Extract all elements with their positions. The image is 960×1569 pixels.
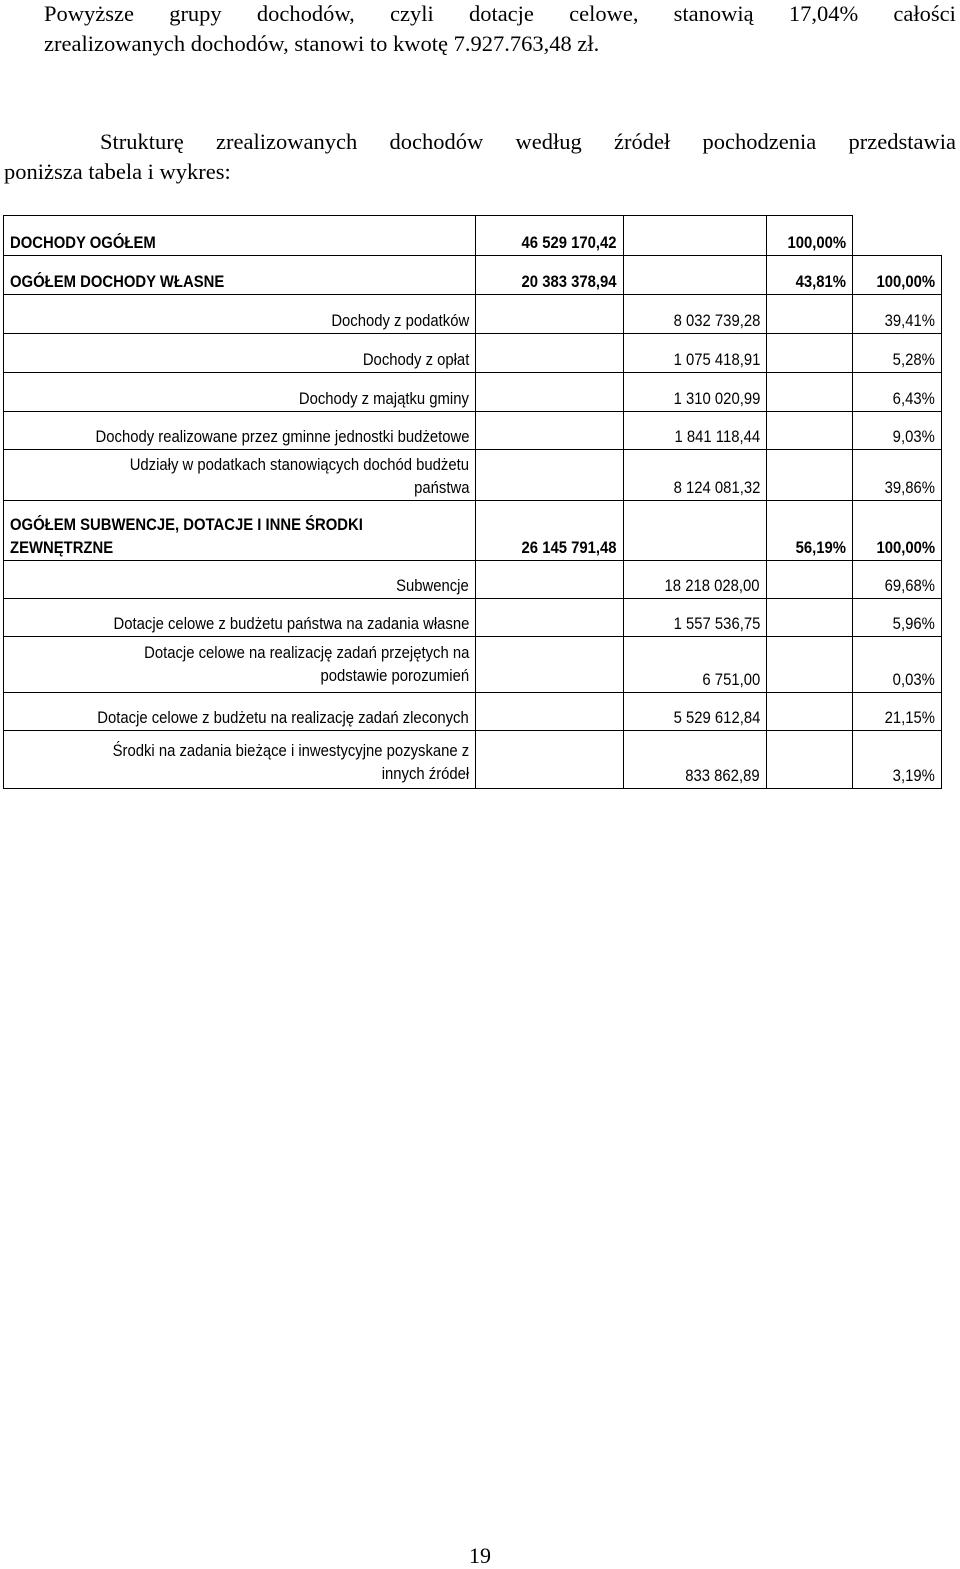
pct-1 — [767, 561, 853, 599]
amount-1 — [476, 561, 624, 599]
table-row — [4, 450, 942, 501]
pct-2 — [853, 216, 942, 256]
amount-1 — [476, 412, 624, 450]
pct-2: 69,68% — [853, 561, 942, 599]
row-label: Dochody z majątku gminy — [4, 373, 476, 412]
row-label: Dochody realizowane przez gminne jednostki budżetowe — [4, 412, 476, 450]
pct-2: 100,00% — [853, 501, 942, 561]
table-row-subsidies-total — [4, 501, 942, 561]
table-row — [4, 412, 942, 450]
word: celowe, — [569, 1, 639, 26]
amount-2: 6 751,00 — [624, 637, 767, 693]
word: przedstawia — [848, 129, 956, 154]
amount-2: 8 124 081,32 — [624, 450, 767, 501]
table-row-total-income — [4, 216, 942, 256]
amount-1 — [476, 334, 624, 373]
table-row-own-income — [4, 256, 942, 295]
pct-1 — [767, 450, 853, 501]
amount-1 — [476, 693, 624, 731]
table-row — [4, 693, 942, 731]
word: według — [515, 129, 582, 154]
pct-1 — [767, 373, 853, 412]
word: Powyższe — [44, 1, 134, 26]
pct-2: 5,28% — [853, 334, 942, 373]
word: źródeł — [614, 129, 671, 154]
row-label: Dochody z opłat — [4, 334, 476, 373]
amount-2: 1 557 536,75 — [624, 599, 767, 637]
row-label: Dotacje celowe z budżetu na realizację zadań zleconych — [4, 693, 476, 731]
amount-1: 26 145 791,48 — [476, 501, 624, 561]
table-row — [4, 599, 942, 637]
word: 17,04% — [788, 1, 859, 26]
amount-1 — [476, 373, 624, 412]
pct-1: 56,19% — [767, 501, 853, 561]
amount-2: 1 075 418,91 — [624, 334, 767, 373]
row-label: Dotacje celowe na realizację zadań przejętych na podstawie porozumień — [4, 637, 476, 693]
word: grupy — [169, 1, 222, 26]
pct-1: 43,81% — [767, 256, 853, 295]
amount-1 — [476, 450, 624, 501]
amount-2: 8 032 739,28 — [624, 295, 767, 334]
table-row — [4, 373, 942, 412]
income-structure-table — [3, 215, 942, 789]
amount-1: 20 383 378,94 — [476, 256, 624, 295]
word: stanowią — [673, 1, 754, 26]
amount-1 — [476, 295, 624, 334]
word: pochodzenia — [702, 129, 817, 154]
pct-2: 39,41% — [853, 295, 942, 334]
word: dochodów — [389, 129, 484, 154]
table-row — [4, 561, 942, 599]
row-label: Środki na zadania bieżące i inwestycyjne pozyskane z innych źródeł — [4, 731, 476, 789]
table-row — [4, 295, 942, 334]
amount-1 — [476, 637, 624, 693]
structure-line-1 — [100, 127, 956, 157]
row-label: Udziały w podatkach stanowiących dochód budżetu państwa — [4, 450, 476, 501]
pct-1 — [767, 412, 853, 450]
pct-2: 0,03% — [853, 637, 942, 693]
table-row — [4, 731, 942, 789]
pct-1 — [767, 693, 853, 731]
intro-line-2: zrealizowanych dochodów, stanowi to kwotę 7.927.763,48 zł. — [44, 31, 600, 56]
amount-2: 833 862,89 — [624, 731, 767, 789]
pct-2: 5,96% — [853, 599, 942, 637]
word: całości — [893, 1, 956, 26]
pct-1 — [767, 295, 853, 334]
row-label: Dochody z podatków — [4, 295, 476, 334]
row-label: OGÓŁEM SUBWENCJE, DOTACJE I INNE ŚRODKI ZEWNĘTRZNE — [4, 501, 476, 561]
amount-1 — [476, 599, 624, 637]
word: Strukturę — [100, 129, 184, 154]
intro-line-1 — [44, 0, 956, 29]
word: dotacje — [468, 1, 534, 26]
pct-1 — [767, 637, 853, 693]
word: zrealizowanych — [216, 129, 358, 154]
amount-2: 1 310 020,99 — [624, 373, 767, 412]
table-row — [4, 334, 942, 373]
pct-1 — [767, 599, 853, 637]
word: czyli — [390, 1, 434, 26]
amount-2 — [624, 501, 767, 561]
pct-2: 3,19% — [853, 731, 942, 789]
page-number: 19 — [469, 1543, 491, 1568]
amount-2: 18 218 028,00 — [624, 561, 767, 599]
pct-2: 21,15% — [853, 693, 942, 731]
row-label: DOCHODY OGÓŁEM — [4, 216, 476, 256]
word: dochodów, — [256, 1, 355, 26]
amount-2: 1 841 118,44 — [624, 412, 767, 450]
pct-2: 100,00% — [853, 256, 942, 295]
pct-1: 100,00% — [767, 216, 853, 256]
pct-2: 6,43% — [853, 373, 942, 412]
amount-2 — [624, 216, 767, 256]
pct-1 — [767, 731, 853, 789]
amount-2 — [624, 256, 767, 295]
row-label: Dotacje celowe z budżetu państwa na zadania własne — [4, 599, 476, 637]
table-row — [4, 637, 942, 693]
amount-1: 46 529 170,42 — [476, 216, 624, 256]
row-label: OGÓŁEM DOCHODY WŁASNE — [4, 256, 476, 295]
structure-paragraph — [4, 127, 956, 187]
intro-paragraph — [44, 0, 956, 59]
structure-line-2: poniższa tabela i wykres: — [4, 159, 231, 184]
pct-1 — [767, 334, 853, 373]
row-label: Subwencje — [4, 561, 476, 599]
amount-1 — [476, 731, 624, 789]
pct-2: 39,86% — [853, 450, 942, 501]
pct-2: 9,03% — [853, 412, 942, 450]
amount-2: 5 529 612,84 — [624, 693, 767, 731]
